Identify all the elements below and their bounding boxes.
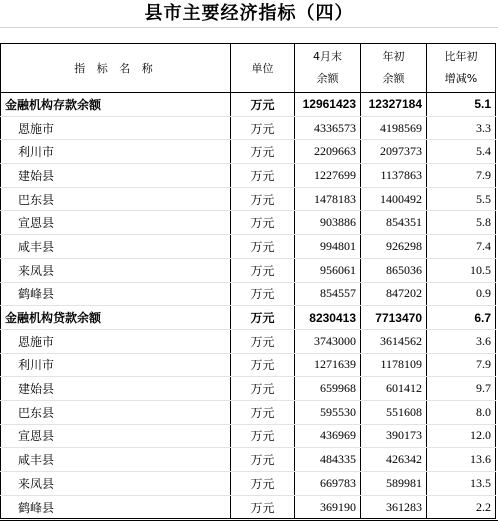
- cell-year-start-balance: 3614562: [361, 329, 427, 353]
- cell-unit: 万元: [231, 400, 295, 424]
- cell-name: 咸丰县: [1, 235, 231, 259]
- cell-year-start-balance: 12327184: [361, 93, 427, 117]
- cell-name: 巴东县: [1, 400, 231, 424]
- table-row: [1, 424, 496, 448]
- table-row: [1, 164, 496, 188]
- cell-name: 金融机构存款余额: [1, 93, 231, 117]
- cell-year-start-balance: 589981: [361, 472, 427, 496]
- table-row: [1, 448, 496, 472]
- cell-unit: 万元: [231, 282, 295, 306]
- sheet-gridline: [0, 27, 498, 28]
- table-row: [1, 353, 496, 377]
- cell-change-percent: 13.6: [427, 448, 496, 472]
- cell-unit: 万元: [231, 93, 295, 117]
- cell-year-start-balance: 4198569: [361, 116, 427, 140]
- header-april-balance-line2: 余额: [316, 72, 339, 85]
- cell-year-start-balance: 601412: [361, 377, 427, 401]
- cell-name: 宣恩县: [1, 211, 231, 235]
- cell-april-balance: 4336573: [295, 116, 361, 140]
- cell-change-percent: 8.0: [427, 400, 496, 424]
- header-change-line2: 增减%: [444, 72, 478, 85]
- cell-name: 恩施市: [1, 329, 231, 353]
- cell-change-percent: 10.5: [427, 258, 496, 282]
- table-row: [1, 329, 496, 353]
- cell-unit: 万元: [231, 164, 295, 188]
- cell-year-start-balance: 854351: [361, 211, 427, 235]
- indicator-table: [0, 43, 496, 519]
- cell-name: 鹤峰县: [1, 495, 231, 519]
- cell-unit: 万元: [231, 116, 295, 140]
- cell-april-balance: 669783: [295, 472, 361, 496]
- cell-change-percent: 5.1: [427, 93, 496, 117]
- cell-unit: 万元: [231, 472, 295, 496]
- table-row: [1, 116, 496, 140]
- cell-unit: 万元: [231, 306, 295, 330]
- cell-april-balance: 595530: [295, 400, 361, 424]
- cell-change-percent: 5.8: [427, 211, 496, 235]
- header-change-line1: 比年初: [444, 50, 478, 63]
- cell-change-percent: 3.3: [427, 116, 496, 140]
- cell-name: 宣恩县: [1, 424, 231, 448]
- cell-unit: 万元: [231, 235, 295, 259]
- table-row: [1, 235, 496, 259]
- header-change-percent: [427, 44, 496, 93]
- cell-unit: 万元: [231, 329, 295, 353]
- cell-april-balance: 2209663: [295, 140, 361, 164]
- cell-april-balance: 484335: [295, 448, 361, 472]
- table-row: [1, 258, 496, 282]
- cell-year-start-balance: 847202: [361, 282, 427, 306]
- cell-april-balance: 12961423: [295, 93, 361, 117]
- header-unit: 单位: [231, 44, 295, 93]
- cell-april-balance: 1227699: [295, 164, 361, 188]
- cell-unit: 万元: [231, 211, 295, 235]
- cell-year-start-balance: 865036: [361, 258, 427, 282]
- cell-year-start-balance: 2097373: [361, 140, 427, 164]
- cell-year-start-balance: 361283: [361, 495, 427, 519]
- cell-name: 鹤峰县: [1, 282, 231, 306]
- table-body: [1, 93, 496, 519]
- cell-name: 巴东县: [1, 187, 231, 211]
- table-row: [1, 211, 496, 235]
- cell-year-start-balance: 926298: [361, 235, 427, 259]
- table-row: [1, 400, 496, 424]
- cell-change-percent: 13.5: [427, 472, 496, 496]
- cell-april-balance: 903886: [295, 211, 361, 235]
- cell-unit: 万元: [231, 187, 295, 211]
- cell-april-balance: 369190: [295, 495, 361, 519]
- cell-unit: 万元: [231, 495, 295, 519]
- cell-change-percent: 7.4: [427, 235, 496, 259]
- page-title: 县市主要经济指标（四）: [144, 3, 354, 24]
- header-year-start-line2: 余额: [382, 72, 405, 85]
- header-april-balance: [295, 44, 361, 93]
- cell-year-start-balance: 1137863: [361, 164, 427, 188]
- cell-april-balance: 659968: [295, 377, 361, 401]
- cell-april-balance: 1271639: [295, 353, 361, 377]
- cell-april-balance: 1478183: [295, 187, 361, 211]
- cell-change-percent: 3.6: [427, 329, 496, 353]
- cell-name: 咸丰县: [1, 448, 231, 472]
- cell-year-start-balance: 7713470: [361, 306, 427, 330]
- table-row-total: [1, 306, 496, 330]
- cell-year-start-balance: 390173: [361, 424, 427, 448]
- cell-year-start-balance: 1400492: [361, 187, 427, 211]
- cell-unit: 万元: [231, 258, 295, 282]
- cell-april-balance: 854557: [295, 282, 361, 306]
- table-row: [1, 282, 496, 306]
- cell-change-percent: 7.9: [427, 164, 496, 188]
- table-row: [1, 187, 496, 211]
- table-header-row: [1, 44, 496, 93]
- cell-name: 来凤县: [1, 258, 231, 282]
- cell-change-percent: 5.4: [427, 140, 496, 164]
- table-row: [1, 495, 496, 519]
- cell-change-percent: 6.7: [427, 306, 496, 330]
- cell-name: 利川市: [1, 353, 231, 377]
- cell-unit: 万元: [231, 140, 295, 164]
- cell-name: 来凤县: [1, 472, 231, 496]
- cell-april-balance: 8230413: [295, 306, 361, 330]
- cell-april-balance: 436969: [295, 424, 361, 448]
- cell-april-balance: 956061: [295, 258, 361, 282]
- cell-change-percent: 0.9: [427, 282, 496, 306]
- cell-unit: 万元: [231, 448, 295, 472]
- bottom-border: [0, 520, 498, 521]
- header-year-start-balance: [361, 44, 427, 93]
- cell-april-balance: 3743000: [295, 329, 361, 353]
- table-row: [1, 140, 496, 164]
- cell-change-percent: 5.5: [427, 187, 496, 211]
- cell-unit: 万元: [231, 377, 295, 401]
- cell-change-percent: 9.7: [427, 377, 496, 401]
- cell-name: 利川市: [1, 140, 231, 164]
- table-row: [1, 472, 496, 496]
- cell-change-percent: 2.2: [427, 495, 496, 519]
- cell-change-percent: 7.9: [427, 353, 496, 377]
- cell-change-percent: 12.0: [427, 424, 496, 448]
- cell-year-start-balance: 551608: [361, 400, 427, 424]
- cell-unit: 万元: [231, 353, 295, 377]
- cell-unit: 万元: [231, 424, 295, 448]
- header-year-start-line1: 年初: [382, 50, 405, 63]
- table-row: [1, 377, 496, 401]
- cell-april-balance: 994801: [295, 235, 361, 259]
- cell-name: 建始县: [1, 164, 231, 188]
- table-row-total: [1, 93, 496, 117]
- cell-name: 建始县: [1, 377, 231, 401]
- cell-name: 金融机构贷款余额: [1, 306, 231, 330]
- cell-year-start-balance: 426342: [361, 448, 427, 472]
- header-april-balance-line1: 4月末: [313, 50, 342, 63]
- cell-year-start-balance: 1178109: [361, 353, 427, 377]
- header-indicator-name: 指 标 名 称: [1, 44, 231, 93]
- cell-name: 恩施市: [1, 116, 231, 140]
